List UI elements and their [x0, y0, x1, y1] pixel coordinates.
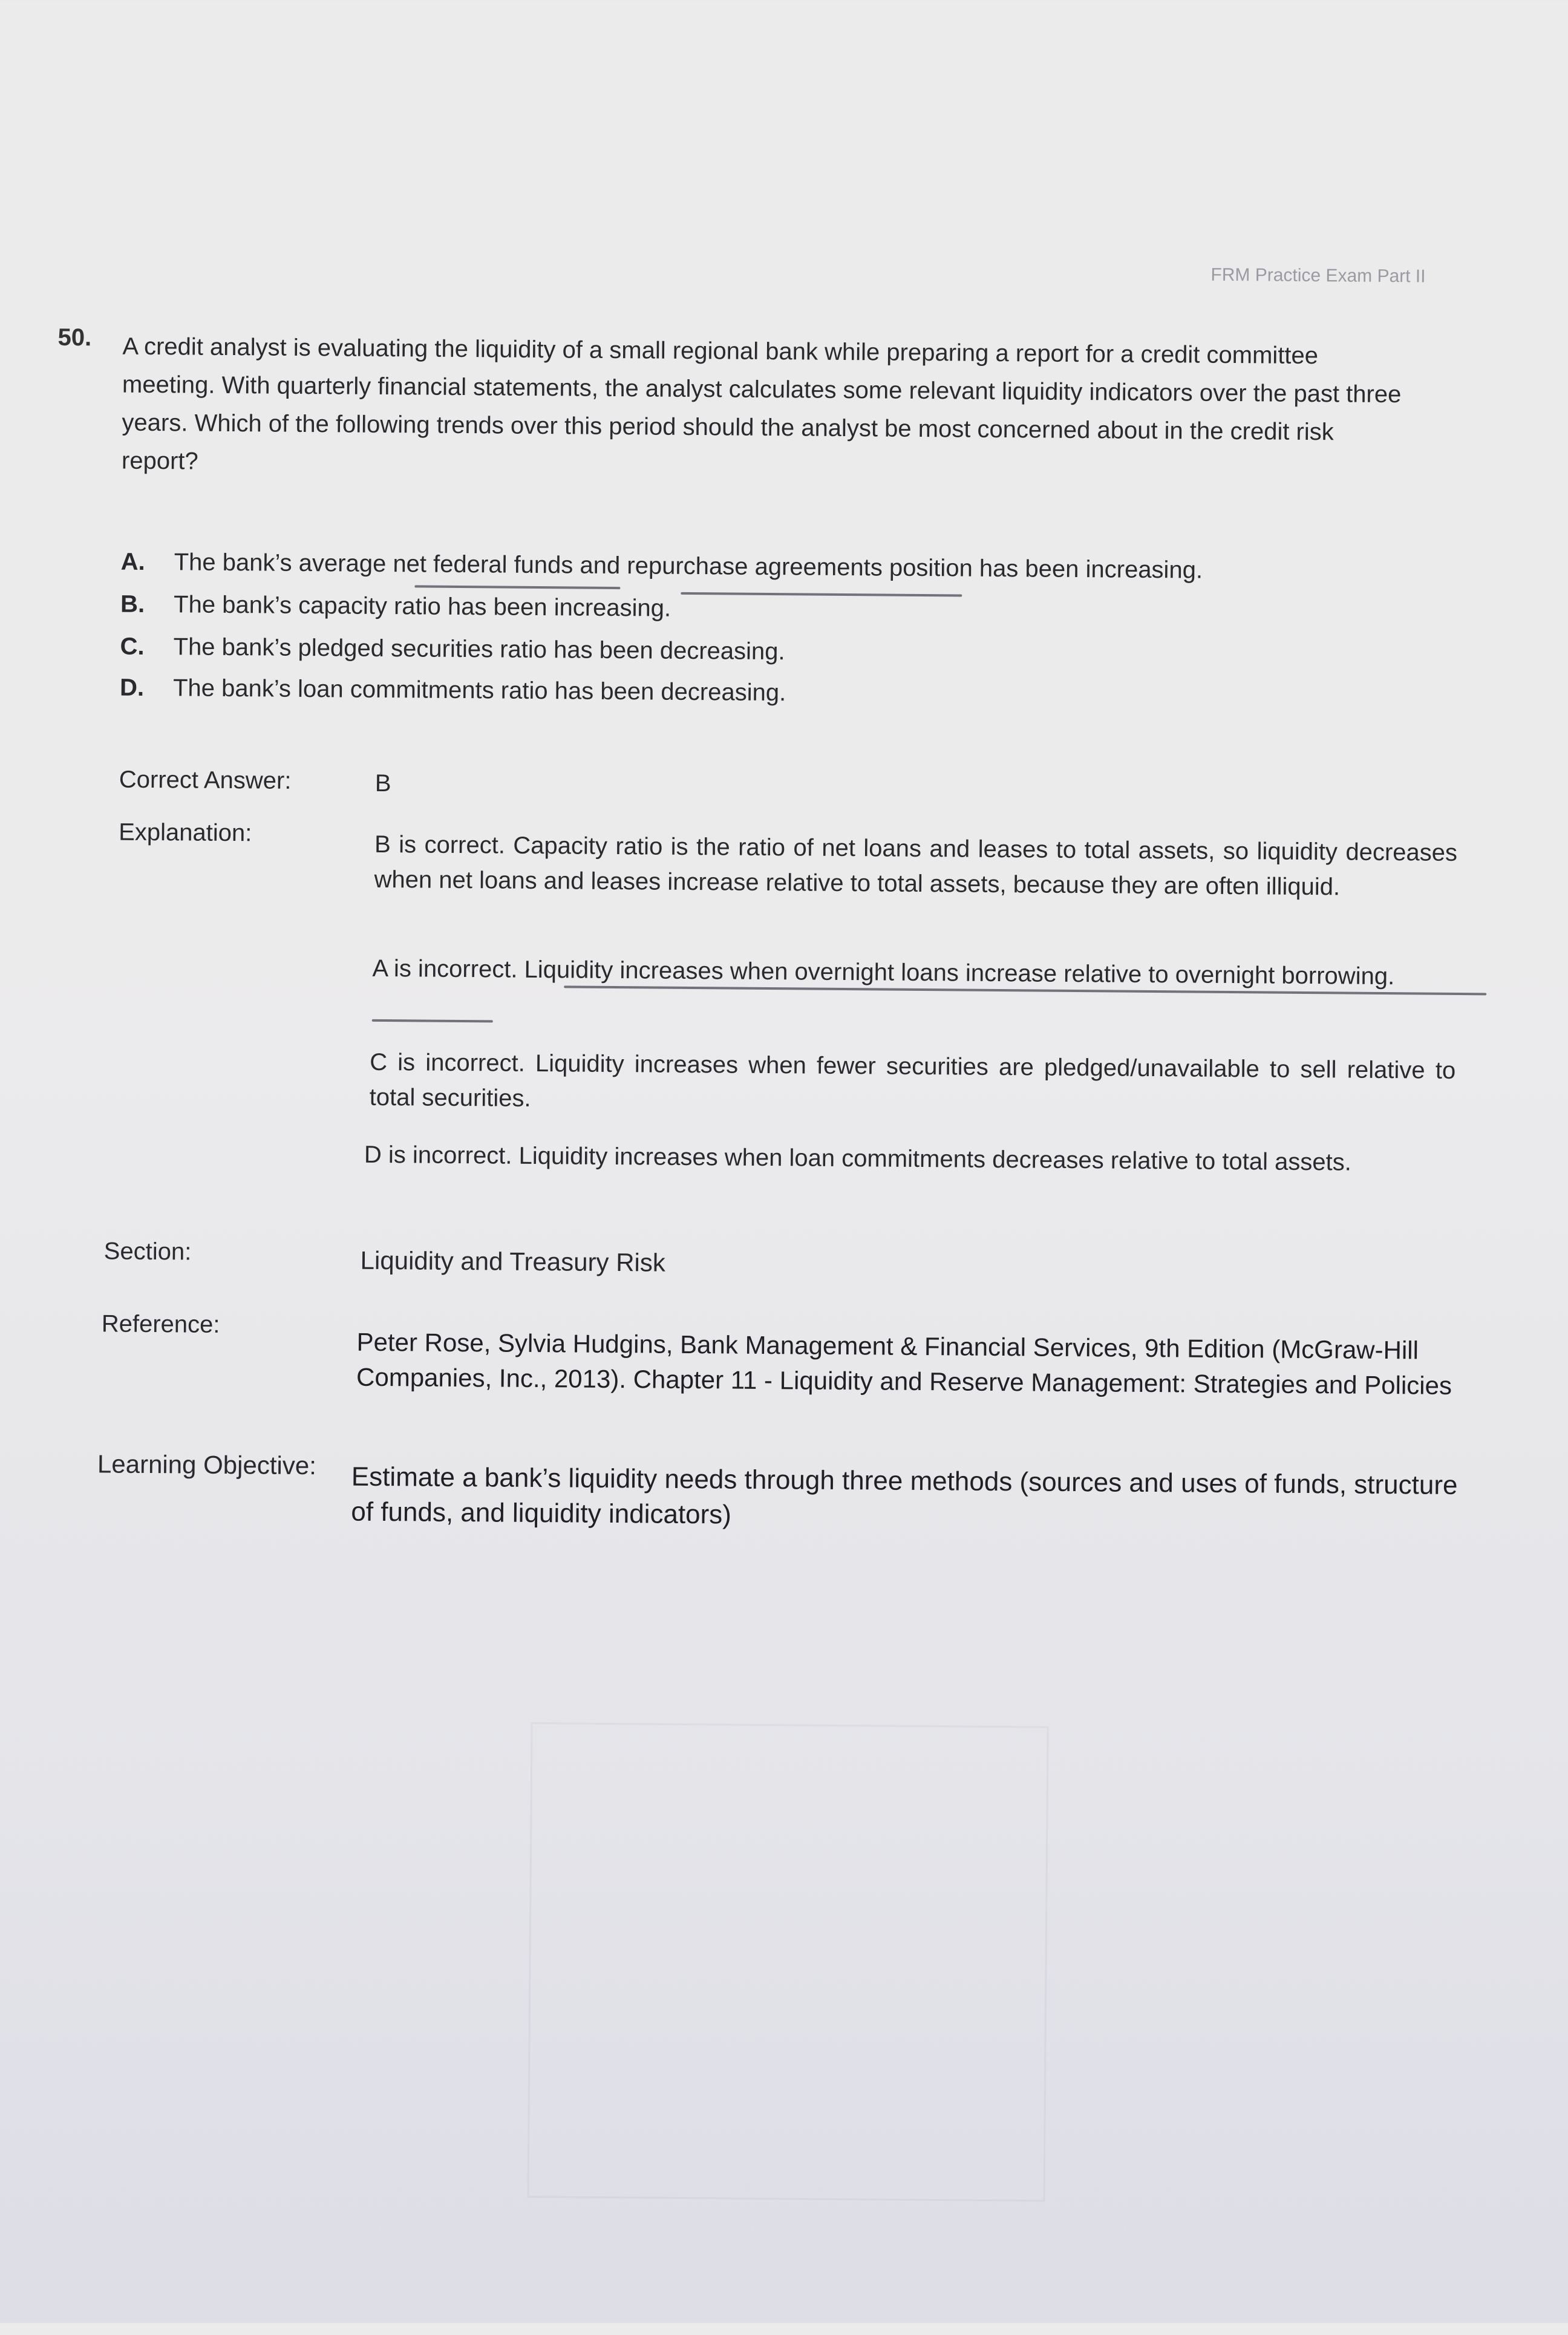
question-number: 50.	[57, 324, 92, 351]
pen-underline-mark	[414, 585, 620, 589]
explanation-label: Explanation:	[119, 818, 252, 847]
correct-answer-value: B	[374, 769, 391, 797]
option-b-letter: B.	[120, 590, 145, 618]
option-a-text: The bank’s average net federal funds and repurchase agreements position has been increasing.	[174, 549, 1203, 584]
explanation-paragraph: B is correct. Capacity ratio is the ratio of net loans and leases to total assets, so liquidity decreases when net loans and leases increase relative to total assets, because they are often illiquid.	[374, 831, 1458, 901]
explanation-paragraph: C is incorrect. Liquidity increases when fewer securities are pledged/unavailable to sell relative to total securities.	[369, 1048, 1456, 1112]
explanation-paragraph: D is incorrect. Liquidity increases when loan commitments decreases relative to total assets.	[364, 1141, 1351, 1176]
correct-answer-label: Correct Answer:	[119, 766, 292, 794]
learning-objective-value: Estimate a bank’s liquidity needs through three methods (sources and uses of funds, structure of funds, and liquidity indicators)	[351, 1461, 1458, 1530]
pen-underline-mark	[681, 592, 962, 597]
option-d-text: The bank’s loan commitments ratio has been decreasing.	[172, 674, 786, 707]
show-through-shadow	[527, 1722, 1048, 2202]
pen-underline-mark	[372, 1019, 493, 1023]
option-b-text: The bank’s capacity ratio has been increasing.	[173, 591, 671, 622]
question-text: A credit analyst is evaluating the liquidity of a small regional bank while preparing a report for a credit committee meeting. With quarterly financial statements, the analyst calculates some relevant liquidity indicators over the past three years. Which of the following trends over this period should the analyst be most concerned about in the credit risk report?	[121, 333, 1402, 475]
explanation-paragraph: A is incorrect. Liquidity increases when overnight loans increase relative to overnight borrowing.	[372, 955, 1395, 990]
learning-objective-label: Learning Objective:	[97, 1449, 317, 1480]
option-c-text: The bank’s pledged securities ratio has been decreasing.	[173, 633, 785, 665]
option-d-letter: D.	[119, 674, 145, 701]
option-c-letter: C.	[120, 633, 145, 660]
option-a-letter: A.	[120, 548, 145, 575]
section-value: Liquidity and Treasury Risk	[360, 1246, 666, 1277]
reference-value: Peter Rose, Sylvia Hudgins, Bank Management & Financial Services, 9th Edition (McGraw-Hill Companies, Inc., 2013). Chapter 11 - Liquidity and Reserve Management: Strategies and Policies	[356, 1327, 1452, 1400]
page-header: FRM Practice Exam Part II	[1210, 264, 1426, 287]
section-label: Section:	[103, 1238, 192, 1265]
reference-label: Reference:	[101, 1310, 220, 1338]
